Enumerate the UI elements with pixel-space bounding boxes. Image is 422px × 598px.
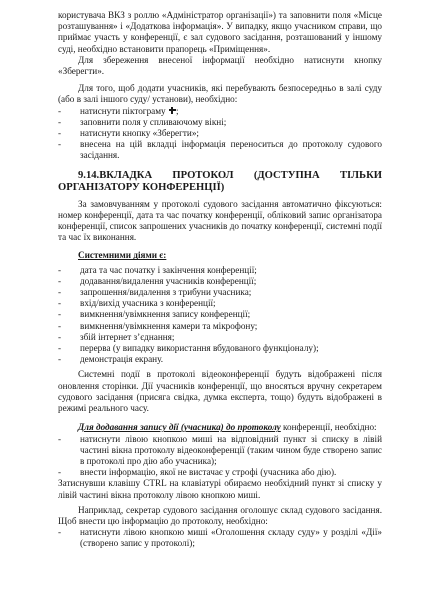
list-item: - перерва (у випадку використання вбудованого функціоналу); [58,343,319,354]
list-item: - натиснути лівою кнопкою миші «Оголошення складу суду» у розділі «Дії» (створено запис у протоколі); [58,527,382,549]
section-heading: 9.14.ВКЛАДКА ПРОТОКОЛ (ДОСТУПНА ТІЛЬКИ ОРГАНІЗАТОРУ КОНФЕРЕНЦІЇ) [58,169,382,194]
default-paragraph: За замовчуванням у протоколі судового засідання автоматично фіксуються: номер конференції, дата та час початку конференції, обліковий запис організатора конференції, список запрошених учасників до початку конференції, системні події та час їх виконання. [58,198,382,243]
example-paragraph: Наприклад, секретар судового засідання оголошує склад судового засідання. Щоб внести цю інформацію до протоколу, необхідно: [58,504,382,526]
add-participants-paragraph: Для того, щоб додати учасників, які перебувають безпосередньо в залі суду (або в залі іншого суду/ установи), необхідно: [58,83,382,105]
list-item: - натиснути лівою кнопкою миші на відповідний пункт зі списку в лівій частині вікна протоколу відеоконференції (таким чином буде створено запис в протоколі про дію або учасника); [58,433,382,466]
list-item: - дата та час початку і закінчення конференції; [58,264,257,275]
plus-icon [169,107,176,114]
list-item: - вхід/вихід учасника з конференції; [58,298,216,309]
system-actions-list [58,265,382,366]
system-events-paragraph: Системні події в протоколі відеоконференції будуть відображені після оновлення сторінки. Дії учасників конференції, що вносяться вручну секретарем судового засідання (присяга свідка, думка експерта, тощо) будуть відображені в режимі реального часу. [58,369,382,414]
add-record-list [58,434,382,479]
list-item: - вимкнення/увімкнення запису конференції; [58,309,251,320]
save-change-paragraph: Для збереження внесеної інформації необхідно натиснути кнопку «Зберегти». [58,54,382,77]
list-item: - вимкнення/увімкнення камери та мікрофону; [58,320,258,331]
example-list [58,527,382,549]
list-item: - додавання/видалення учасників конференції; [58,275,257,286]
add-participants-list [58,106,382,162]
list-item: - демонстрація екрану. [58,354,164,365]
list-item: - внесена на цій вкладці інформація переноситься до протоколу судового засідання. [58,139,382,161]
list-item: - внести інформацію, якої не вистачає у строфі (учасника або дію). [58,467,337,478]
add-record-paragraph: Для додавання запису дії (учасника) до протоколу конференції, необхідно: [78,422,377,433]
ctrl-paragraph: Затиснувши клавішу CTRL на клавіатурі обираємо необхідний пункт зі списку у лівій частині вікна протоколу лівою кнопкою миші. [58,478,382,500]
list-item: - натиснути піктограму ; [58,105,179,116]
list-item: - натиснути кнопку «Зберегти»; [58,128,199,139]
list-item: - заповнити поля у спливаючому вікні; [58,116,227,127]
list-item: - збій інтернет з’єднання; [58,331,175,342]
list-item: - запрошення/видалення з трибуни учасника; [58,287,252,298]
intro-paragraph: користувача ВКЗ з роллю «Адміністратор організації») та заповнити поля «Місце розташування» і «Додаткова інформація». У випадку, якщо учасником справи, що приймає участь у конференції, є зал судового засідання, розташований у іншому суді, необхідно встановити прапорець «Приміщення». [58,10,382,54]
system-actions-title: Системними діями є: [78,250,167,261]
